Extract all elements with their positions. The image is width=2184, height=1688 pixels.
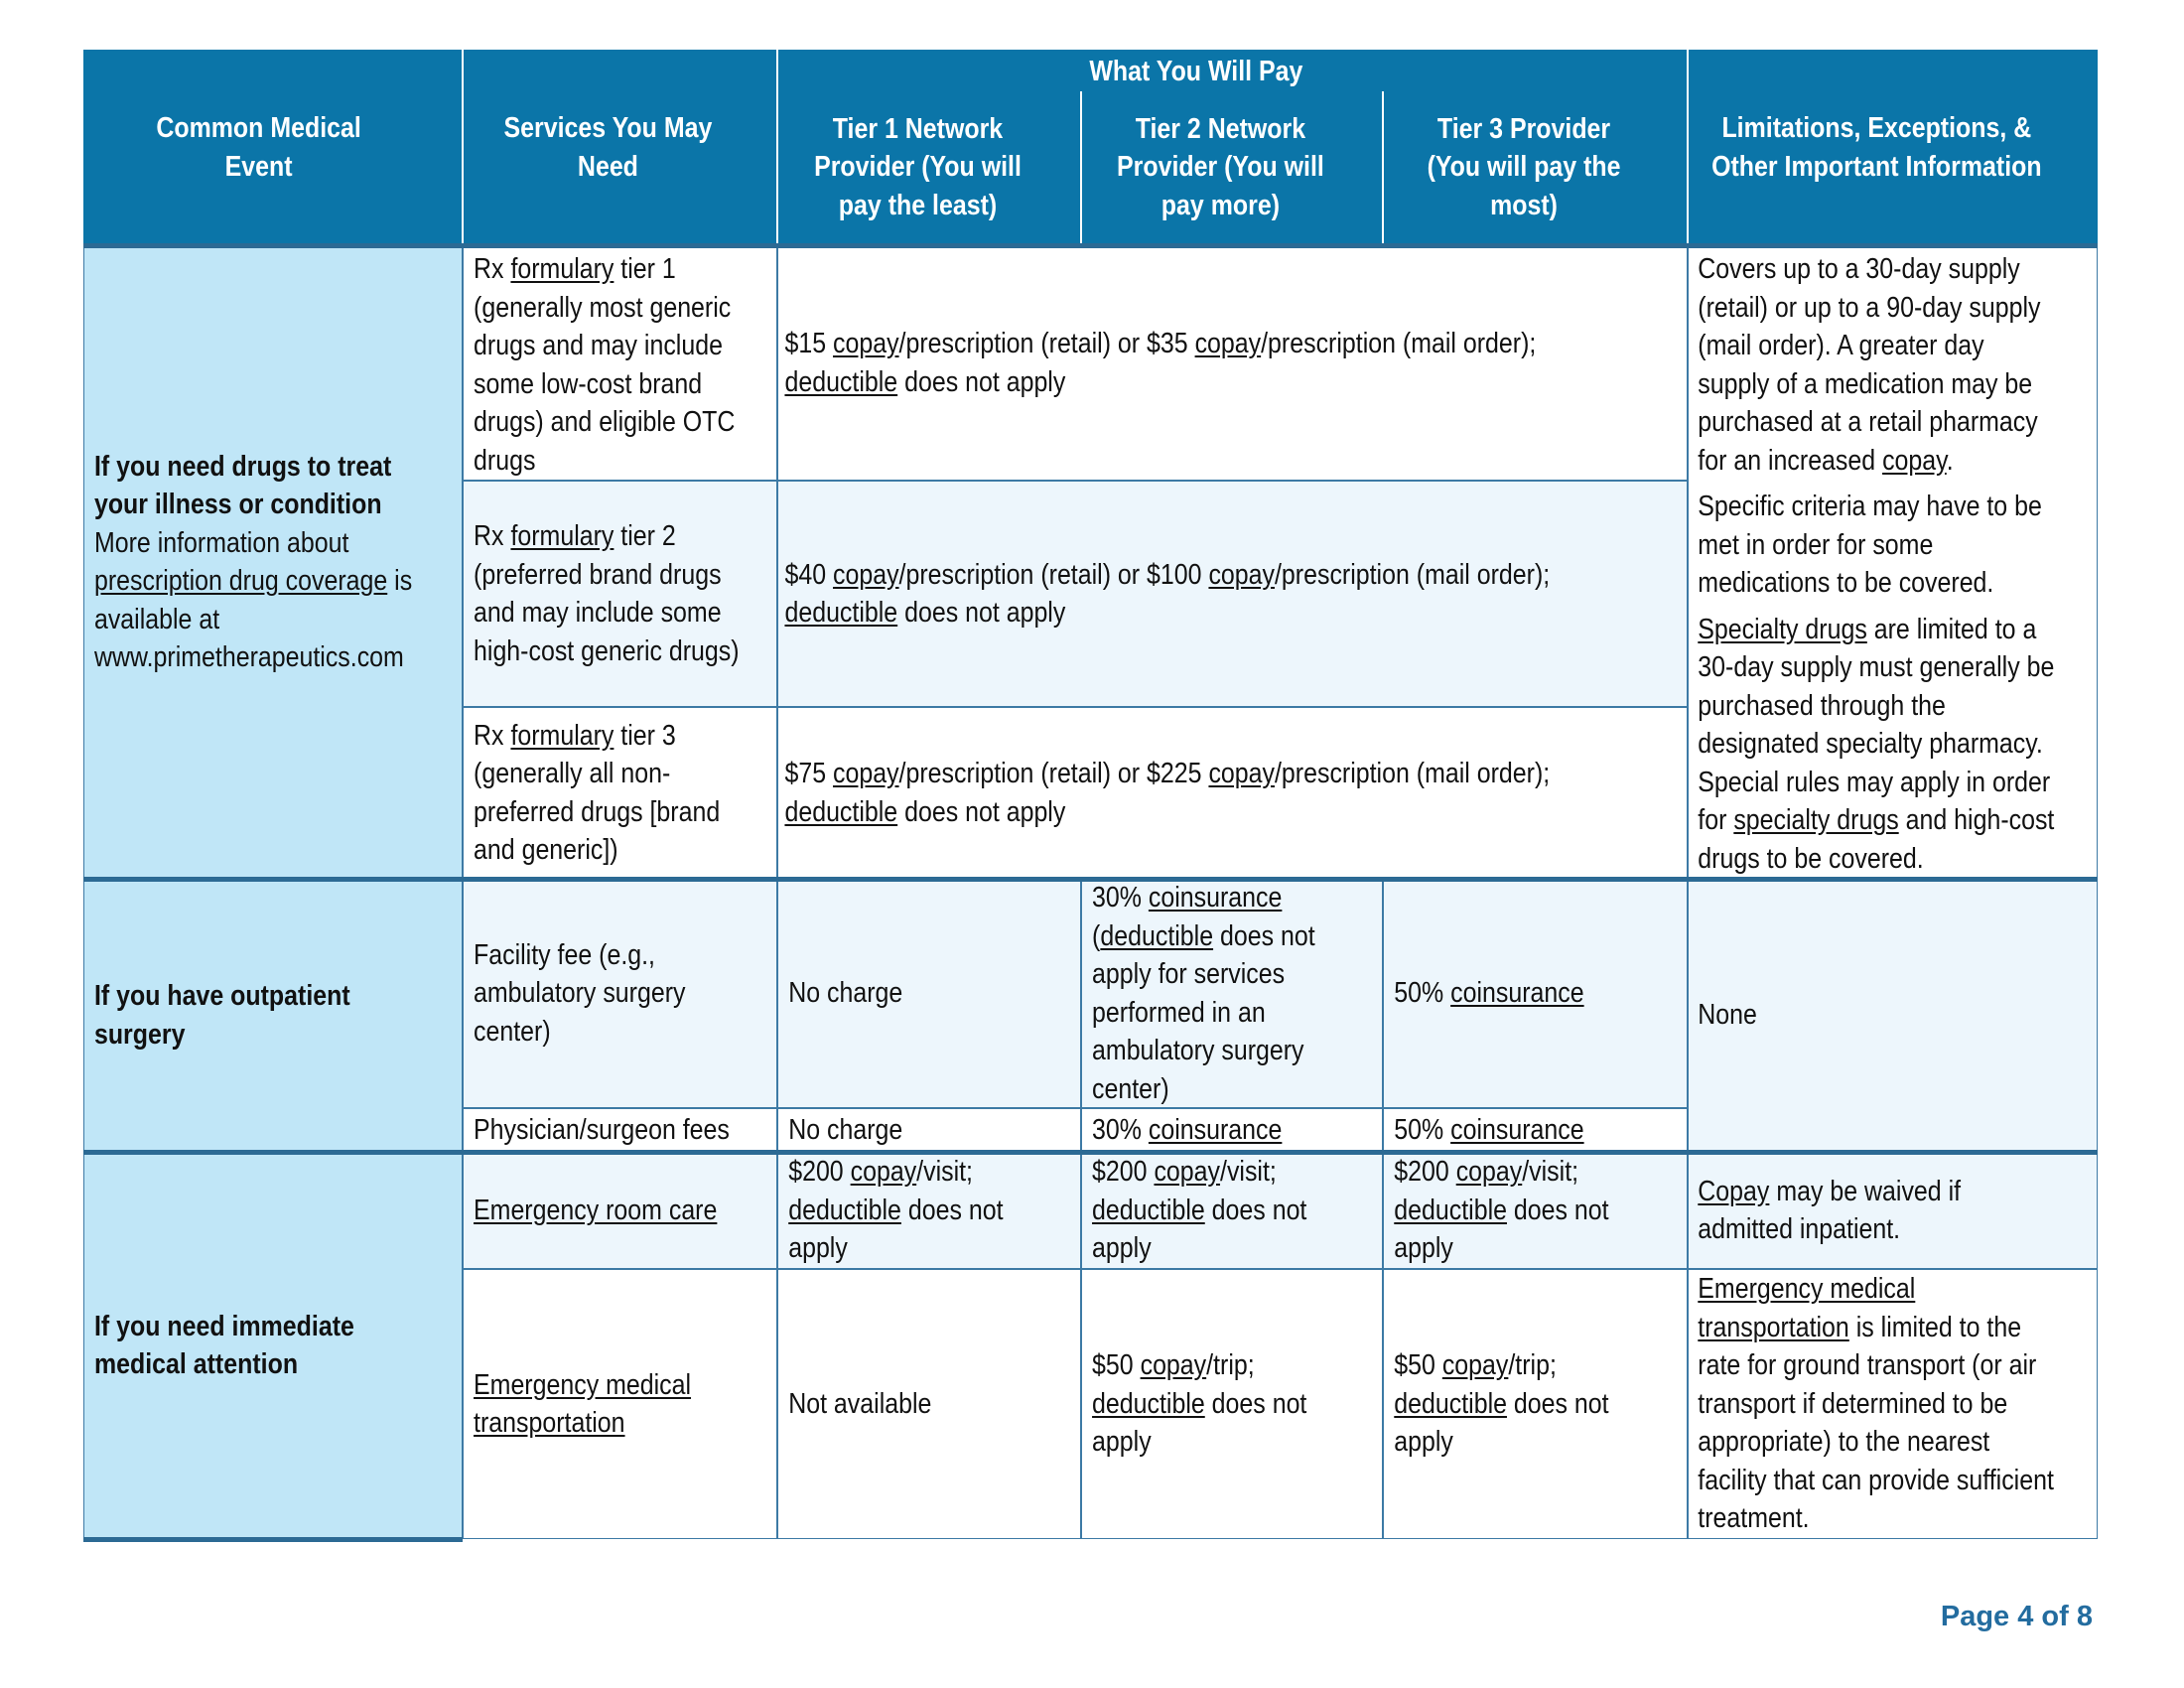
text: ( [1092,919,1101,952]
header-tier1 [777,89,1081,245]
cell-text [474,1366,743,1443]
outpatient-limitations [1688,879,2098,1152]
paragraph [788,974,1046,1013]
glossary-term: copay [1208,558,1276,591]
text: /visit; [916,1156,974,1189]
text: Facility fee (e.g., ambulatory surgery center) [474,938,686,1048]
cell-text [1092,879,1349,1108]
header-divider [1687,50,1689,245]
text: does not apply [1092,1387,1307,1459]
text: /visit; [1522,1156,1579,1189]
cell-text [1699,1173,2056,1249]
cell-text [1699,1270,2056,1538]
text: $200 [1092,1156,1155,1189]
cell-text [474,1192,743,1230]
text: $200 [1394,1156,1456,1189]
cell-text [474,517,743,670]
text: 50% [1394,977,1451,1010]
facility-fee-tier2 [1081,879,1383,1108]
header-label: Tier 2 Network Provider (You will pay more) [1117,112,1324,221]
glossary-term: deductible [784,597,898,629]
emt-tier1 [777,1269,1081,1539]
text: Not available [788,1387,932,1420]
paragraph [474,1366,743,1443]
header-label: Tier 3 Provider (You will pay the most) [1427,112,1621,221]
paragraph [788,1111,1046,1150]
glossary-term: deductible [784,365,898,398]
event-title: If you have outpatient surgery [93,980,350,1051]
glossary-term: Specialty drugs [1698,613,1868,645]
rx-tier3-service [463,707,777,879]
text: does not apply [1092,1194,1307,1265]
header-common-medical-event [83,50,463,245]
glossary-term: deductible [1100,919,1214,952]
text: does not apply [897,597,1066,629]
glossary-term: Emergency room care [474,1194,718,1226]
glossary-term: deductible [1092,1194,1206,1226]
text: tier 3 (generally all non-preferred drugs [brand and generic]) [474,719,721,866]
text: Covers up to a 30-day supply (retail) or up to a 90-day supply (mail order). A greater day supply of a medication may be purchased at a retail pharmacy for an increased [1698,253,2041,477]
glossary-term: Emergency medical transportation [474,1368,692,1439]
section-separator [83,1150,2098,1155]
header-limitations [1688,50,2098,245]
header-label: Services You May Need [503,112,713,183]
paragraph [1092,879,1349,1108]
page-number: Page 4 of 8 [1940,1601,2093,1632]
text: 30% [1092,882,1150,914]
header-services [463,50,777,245]
paragraph [1394,1346,1653,1462]
facility-fee-tier3 [1383,879,1688,1108]
glossary-term: coinsurance [1450,1113,1584,1146]
paragraph [788,1385,1046,1424]
text: /prescription (retail) or $35 [898,328,1195,359]
text: Physician/surgeon fees [474,1113,731,1146]
text: /visit; [1220,1156,1278,1189]
cell-text [785,325,1608,401]
text: $75 [784,758,834,789]
paragraph [94,448,423,677]
glossary-term: copay [1441,1349,1509,1382]
text: tier 1 (generally most generic drugs and may include some low-cost brand drugs) and eligible OTC drugs [474,253,736,477]
glossary-term: formulary [510,719,614,752]
text: is limited to the rate for ground transport (or air transport if determined to be appropriate) to the nearest facility that can provide sufficient treatment. [1698,1311,2055,1535]
text: Rx [474,520,511,552]
facility-fee-tier1 [777,879,1081,1108]
cell-text [474,936,743,1052]
text: does not apply [1394,1194,1609,1265]
glossary-term: coinsurance [1149,882,1283,914]
text: are limited to a 30-day supply must generally be purchased through the designated specialty pharmacy. Special rules may apply in order for [1698,613,2055,836]
text: /prescription (mail order); [1275,758,1551,789]
header-what-you-will-pay [777,50,1688,93]
cell-text [1394,1111,1653,1150]
cell-text [474,717,743,870]
event-title: If you need immediate medical attention [93,1310,354,1380]
header-label: Tier 1 Network Provider (You will pay the least) [814,112,1022,221]
glossary-term: copay [850,1156,917,1189]
paragraph [1699,250,2056,480]
text: does not apply [1394,1387,1609,1459]
header-separator [83,243,2098,248]
rx-tier1-cost [777,245,1688,481]
header-label: Common Medical Event [156,112,361,183]
paragraph [785,755,1608,831]
header-divider [462,50,464,245]
paragraph [1092,1346,1349,1462]
glossary-term: Copay [1698,1175,1770,1207]
cell-text [474,250,743,480]
text: 50% [1394,1113,1451,1146]
text: does not apply [897,795,1066,828]
text: may be waived if admitted inpatient. [1698,1175,1962,1245]
physician-fee-tier1 [777,1108,1081,1152]
text: is available at www.primetherapeutics.com [93,565,413,673]
glossary-term: copay [833,328,899,359]
er-care-tier3 [1383,1152,1688,1269]
paragraph [1394,1153,1653,1268]
glossary-term: deductible [788,1194,902,1226]
paragraph [94,977,423,1054]
cell-text [1699,996,2056,1035]
section-separator [83,877,2098,882]
text: Rx [474,253,511,285]
text: tier 2 (preferred brand drugs and may include some high-cost generic drugs) [474,520,740,667]
paragraph [1699,488,2056,603]
text: /prescription (mail order); [1275,558,1551,591]
paragraph [1699,1270,2056,1538]
event-title: If you need drugs to treat your illness or condition [93,450,392,520]
emt-limitations [1688,1269,2098,1539]
paragraph [1092,1153,1349,1268]
text: None [1698,999,1758,1032]
text: 30% [1092,1113,1150,1146]
emt-tier3 [1383,1269,1688,1539]
cell-text [785,556,1608,633]
text: No charge [788,1113,903,1146]
text: $200 [788,1156,851,1189]
rx-tier2-cost [777,481,1688,707]
glossary-term: deductible [1394,1194,1508,1226]
text: does not apply [788,1194,1004,1265]
glossary-term: formulary [510,520,614,552]
glossary-term: copay [833,558,899,591]
event-prescription-drugs [83,245,463,879]
er-care-tier1 [777,1152,1081,1269]
cell-text [788,974,1046,1013]
section-separator [83,1537,463,1542]
text: /prescription (retail) or $225 [898,758,1209,789]
paragraph [1394,974,1653,1013]
header-divider [776,50,778,245]
glossary-term: coinsurance [1450,977,1584,1010]
paragraph [474,936,743,1052]
text: and high-cost drugs to be covered. [1698,804,2055,875]
cell-text [1394,1346,1653,1462]
header-divider [1080,91,1082,245]
emt-tier2 [1081,1269,1383,1539]
glossary-term: copay [833,758,899,789]
glossary-term: deductible [1394,1387,1508,1420]
paragraph [474,717,743,870]
glossary-term: copay [1208,758,1276,789]
cell-text [785,755,1608,831]
text: $15 [784,328,834,359]
glossary-term: formulary [510,253,614,285]
glossary-term: coinsurance [1149,1113,1283,1146]
paragraph [1699,611,2056,879]
text: Rx [474,719,511,752]
paragraph [474,1192,743,1230]
rx-tier2-service [463,481,777,707]
paragraph [1394,1111,1653,1150]
glossary-term: Emergency medical transportation [1698,1273,1916,1343]
emt-service [463,1269,777,1539]
glossary-term: copay [1154,1156,1221,1189]
cell-text [788,1153,1046,1268]
header-tier3 [1383,89,1688,245]
text: /trip; [1508,1349,1557,1382]
header-label: Limitations, Exceptions, & Other Important Information [1711,112,2042,183]
glossary-term: copay [1455,1156,1523,1189]
paragraph [1092,1111,1349,1150]
cell-text [94,448,423,677]
header-divider [1382,91,1384,245]
text: More information about [93,526,349,559]
cell-text [94,1308,423,1384]
paragraph [474,1111,743,1150]
text: does not apply for services performed in an ambulatory surgery center) [1092,919,1316,1105]
cell-text [94,977,423,1054]
glossary-term: copay [1882,444,1948,477]
cell-text [1092,1111,1349,1150]
text: . [1947,444,1955,477]
cell-text [474,1111,743,1150]
er-care-tier2 [1081,1152,1383,1269]
paragraph [1699,1173,2056,1249]
header-tier2 [1081,89,1383,245]
paragraph [788,1153,1046,1268]
paragraph [94,1308,423,1384]
er-care-service [463,1152,777,1269]
paragraph [474,517,743,670]
glossary-term: specialty drugs [1733,804,1900,836]
cell-text [1092,1153,1349,1268]
text: does not apply [897,365,1066,398]
text: /prescription (retail) or $100 [898,558,1209,591]
rx-tier3-cost [777,707,1688,879]
glossary-term: deductible [1092,1387,1206,1420]
header-label: What You Will Pay [1089,55,1303,87]
paragraph [474,250,743,480]
text: $40 [784,558,834,591]
glossary-term: copay [1194,328,1262,359]
text: $50 [1092,1349,1141,1382]
paragraph [1699,996,2056,1035]
glossary-term: deductible [784,795,898,828]
physician-fee-tier2 [1081,1108,1383,1152]
physician-fee-service [463,1108,777,1152]
paragraph [785,325,1608,401]
cell-text [788,1111,1046,1150]
text: /prescription (mail order); [1261,328,1537,359]
cell-text [1092,1346,1349,1462]
text: Specific criteria may have to be met in order for some medications to be covered. [1698,491,2043,599]
cell-text [1394,974,1653,1013]
cell-text [788,1385,1046,1424]
text: $50 [1394,1349,1442,1382]
cell-text [1699,250,2056,878]
glossary-term: copay [1140,1349,1207,1382]
cell-text [1394,1153,1653,1268]
physician-fee-tier3 [1383,1108,1688,1152]
text: No charge [788,977,903,1010]
paragraph [785,556,1608,633]
glossary-term: prescription drug coverage [93,565,388,597]
event-outpatient-surgery [83,879,463,1152]
rx-limitations [1688,245,2098,879]
event-immediate-attention [83,1152,463,1539]
er-care-limitations [1688,1152,2098,1269]
facility-fee-service [463,879,777,1108]
rx-tier1-service [463,245,777,481]
text: /trip; [1206,1349,1256,1382]
